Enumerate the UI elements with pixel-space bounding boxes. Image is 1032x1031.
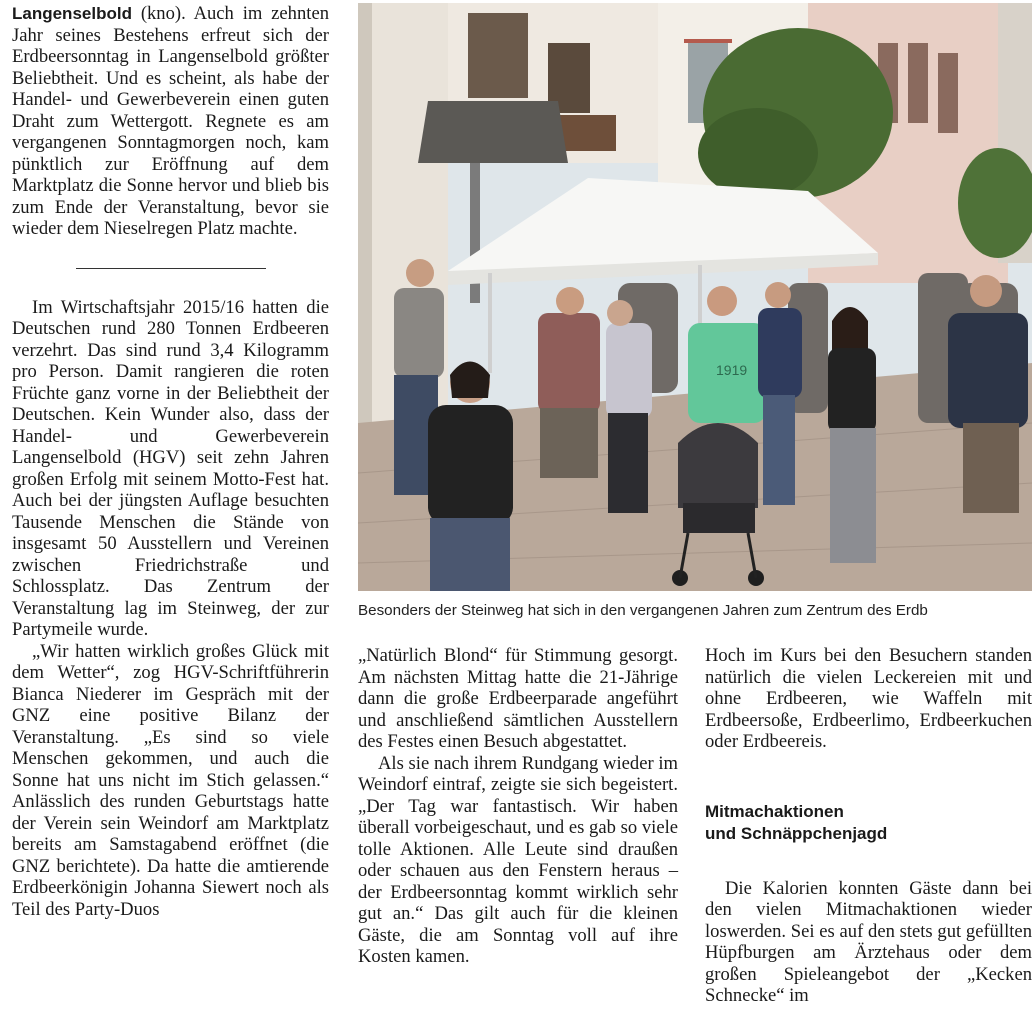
section-divider xyxy=(76,268,266,269)
paragraph: Im Wirtschaftsjahr 2015/16 hatten die Deutschen rund 280 Tonnen Erdbeeren verzehrt. Das sind rund 3,4 Kilogramm pro Person. Damit rangieren die roten Früchte ganz vorne in der Beliebtheit der Deutschen. Kein Wunder also, dass der Handel- und Gewerbeverein Langenselbold (HGV) seit zehn Jahren großen Erfolg mit seinem Motto-Fest hat. Auch bei der jüngsten Auflage besuchten Tausende Menschen die Stände von insgesamt 50 Ausstellern und Vereinen zwischen Friedrichstraße und Schlossplatz. Das Zentrum der Veranstaltung lag im Steinweg, der zur Partymeile wurde. xyxy=(12,296,329,640)
spacer xyxy=(705,753,1032,801)
article-column-1 xyxy=(12,3,329,920)
paragraph: „Wir hatten wirklich großes Glück mit dem Wetter“, zog HGV-Schriftführerin Bianca Niederer im Gespräch mit der GNZ eine positive Bilanz der Veranstaltung. „Es sind so viele Menschen gekommen, und auch die Sonne hat uns nicht im Stich gelassen.“ Anlässlich des runden Geburtstags hatte der Verein sein Weindorf am Marktplatz bereits am Samstagabend eröffnet (die GNZ berichtete). Da hatte die amtierende Erdbeerkönigin Johanna Siewert noch als Teil des Party-Duos xyxy=(12,640,329,920)
lead-text: (kno). Auch im zehnten Jahr seines Bestehens erfreut sich der Erdbeersonntag in Langenselbold größter Beliebtheit. Und es scheint, als habe der Handel- und Gewerbeverein einen guten Draht zum Wettergott. Regnete es am vergangenen Sonntagmorgen noch, kam pünktlich zur Eröffnung auf dem Marktplatz die Sonne hervor und blieb bis zum Ende der Veranstaltung, bevor sie wieder dem Nieselregen Platz machte. xyxy=(12,3,329,239)
street-festival-photo xyxy=(358,3,1032,591)
article-photo xyxy=(358,3,1032,591)
paragraph: „Natürlich Blond“ für Stimmung gesorgt. Am nächsten Mittag hatte die 21-Jährige dann die große Erdbeerparade angeführt und anschließend sämtlichen Ausstellern des Festes einen Besuch abgestattet. xyxy=(358,645,678,752)
paragraph: Die Kalorien konnten Gäste dann bei den vielen Mitmachaktionen wieder loswerden. Sei es auf den stets gut gefüllten Hüpfburgen am Ärztehaus oder dem großen Spieleangebot der „Kecken Schnecke“ im xyxy=(705,877,1032,1006)
photo-caption: Besonders der Steinweg hat sich in den vergangenen Jahren zum Zentrum des Erdb xyxy=(358,602,928,619)
lead-paragraph xyxy=(12,3,329,240)
paragraph: Als sie nach ihrem Rundgang wieder im Weindorf eintraf, zeigte sie sich begeistert. „Der Tag war fantastisch. Wir haben überall vorbeigeschaut, und es gab so viele tolle Aktionen. Alle Leute sind draußen oder schauen aus den Fenstern heraus – der Erdbeersonntag kommt wirklich sehr gut an.“ Das gilt auch für die kleinen Gäste, die am Sonntag voll auf ihre Kosten kamen. xyxy=(358,752,678,967)
dateline-location: Langenselbold xyxy=(12,4,132,23)
shirt-print: 1919 xyxy=(716,362,748,378)
article-column-3 xyxy=(705,645,1032,1007)
spacer xyxy=(705,845,1032,878)
subheading-line-1: Mitmachaktionen xyxy=(705,801,844,821)
paragraph: Hoch im Kurs bei den Besuchern standen natürlich die vielen Leckereien mit und ohne Erdbeeren, wie Waffeln mit Erdbeersoße, Erdbeerlimo, Erdbeerkuchen oder Erdbeereis. xyxy=(705,645,1032,752)
subheading-line-2: und Schnäppchenjagd xyxy=(705,823,888,843)
article-column-2 xyxy=(358,645,678,968)
